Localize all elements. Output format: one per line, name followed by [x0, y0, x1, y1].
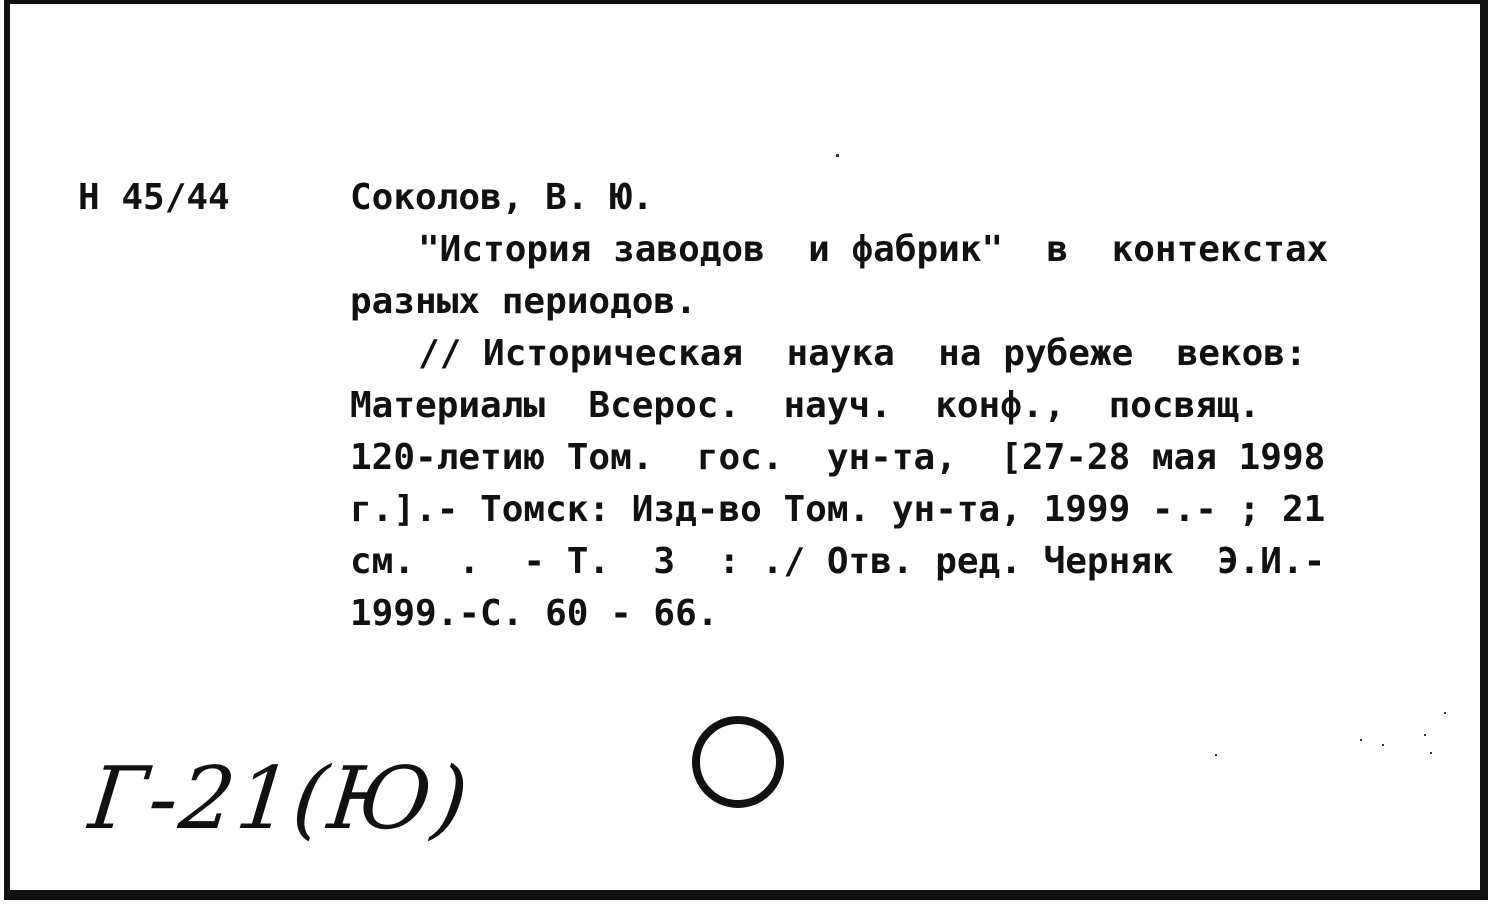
- author-line: Соколов, В. Ю.: [350, 177, 654, 218]
- speck-mark: [1215, 754, 1217, 756]
- pages-line: 1999.-С. 60 - 66.: [350, 593, 719, 634]
- source-line-2: Материалы Всерос. науч. конф., посвящ.: [350, 385, 1261, 426]
- title-line-1: "История заводов и фабрик" в контекстах: [418, 229, 1329, 270]
- bibliographic-entry: [350, 172, 1455, 640]
- speck-mark: [1444, 712, 1446, 714]
- speck-mark: [1360, 739, 1362, 741]
- source-line-4: г.].- Томск: Изд-во Том. ун-та, 1999 -.- ; 21: [350, 489, 1326, 530]
- catalog-card: [4, 0, 1488, 900]
- source-line-1: // Историческая наука на рубеже веков:: [418, 333, 1307, 374]
- handwritten-code: Г-21(Ю): [84, 749, 475, 849]
- shelfmark: Н 45/44: [78, 177, 230, 218]
- punch-hole-icon: [688, 712, 788, 812]
- title-line-2: разных периодов.: [350, 281, 697, 322]
- source-line-3: 120-летию Том. гос. ун-та, [27-28 мая 1998: [350, 437, 1326, 478]
- speck-mark: [836, 154, 839, 157]
- source-line-5: см. . - Т. 3 : ./ Отв. ред. Черняк Э.И.-: [350, 541, 1326, 582]
- speck-mark: [1382, 744, 1384, 746]
- speck-mark: [1430, 752, 1432, 754]
- speck-mark: [1424, 734, 1426, 736]
